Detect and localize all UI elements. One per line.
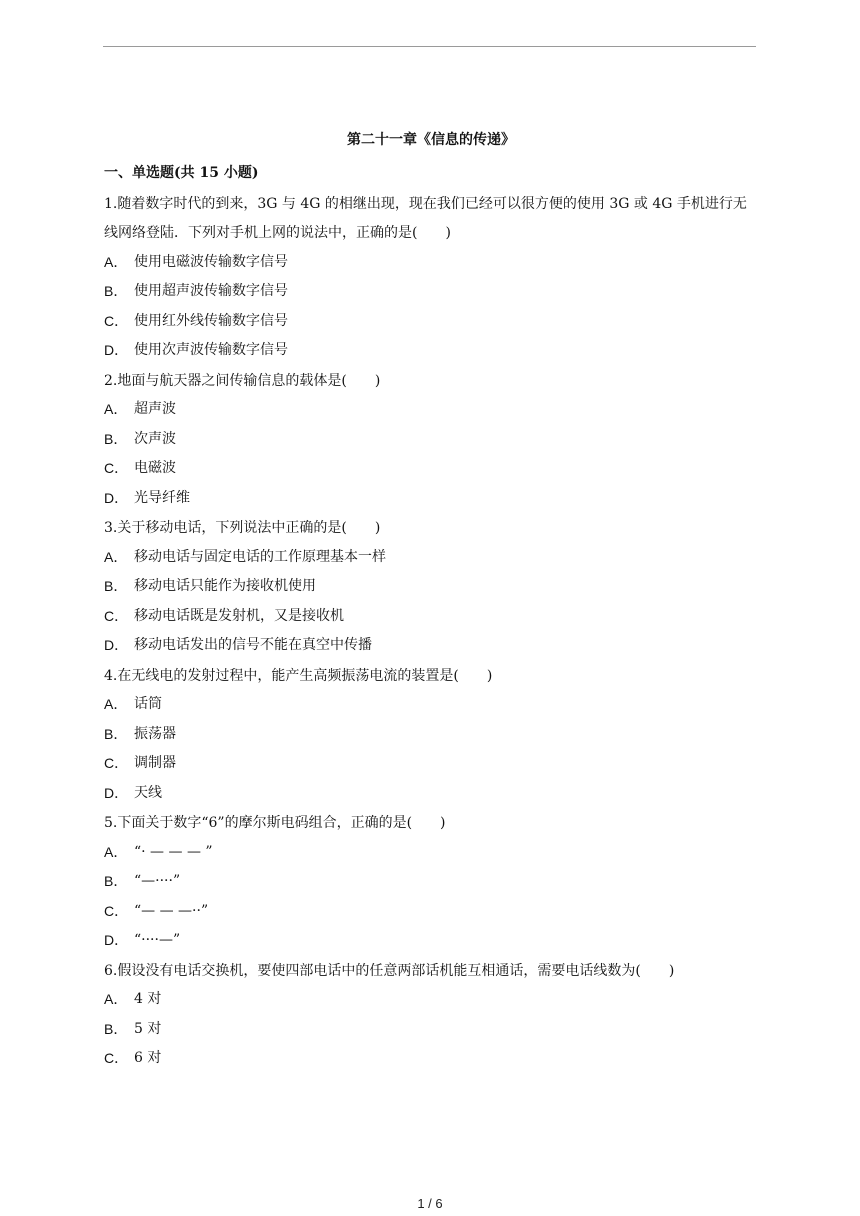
answer-option xyxy=(104,839,758,865)
option-letter: B． xyxy=(104,725,128,742)
option-letter: A． xyxy=(104,991,128,1007)
option-letter: C． xyxy=(104,607,129,624)
answer-option xyxy=(104,780,758,806)
answer-option xyxy=(104,396,758,422)
option-text: “—····” xyxy=(134,873,181,889)
answer-option xyxy=(104,603,758,629)
question-stem: 6.假设没有电话交换机，要使四部电话中的任意两部话机能互相通话，需要电话线数为( ) xyxy=(104,962,675,979)
answer-option xyxy=(104,573,758,599)
answer-option xyxy=(104,927,758,953)
option-text: 移动电话与固定电话的工作原理基本一样 xyxy=(134,548,386,565)
answer-option xyxy=(104,691,758,717)
answer-option xyxy=(104,337,758,363)
answer-option xyxy=(104,898,758,924)
option-text: 话筒 xyxy=(134,696,162,712)
option-text: 6 对 xyxy=(134,1050,162,1066)
option-letter: C． xyxy=(104,460,129,476)
option-letter: B． xyxy=(104,873,128,889)
option-letter: C． xyxy=(104,1050,129,1066)
answer-option xyxy=(104,986,758,1012)
answer-option xyxy=(104,721,758,747)
option-text: 振荡器 xyxy=(134,725,176,742)
question-item xyxy=(104,190,758,364)
answer-option xyxy=(104,1045,758,1071)
option-text: 电磁波 xyxy=(134,460,176,476)
answer-option xyxy=(104,426,758,452)
answer-option xyxy=(104,485,758,511)
option-letter: C． xyxy=(104,902,129,919)
question-stem: 3.关于移动电话，下列说法中正确的是( ) xyxy=(104,520,381,536)
answer-option xyxy=(104,750,758,776)
option-letter: D． xyxy=(104,342,129,358)
option-letter: B． xyxy=(104,1020,128,1037)
option-letter: A． xyxy=(104,548,128,565)
option-text: 使用电磁波传输数字信号 xyxy=(134,253,288,270)
option-text: 使用红外线传输数字信号 xyxy=(134,312,288,329)
option-letter: A． xyxy=(104,401,128,417)
question-item xyxy=(104,957,758,1072)
answer-option xyxy=(104,249,758,275)
option-letter: D． xyxy=(104,637,129,653)
option-text: 移动电话发出的信号不能在真空中传播 xyxy=(134,637,372,653)
option-text: “— — —··” xyxy=(134,902,209,919)
option-text: 次声波 xyxy=(134,430,176,447)
option-letter: A． xyxy=(104,843,128,860)
option-text: “· — — — ” xyxy=(134,843,213,860)
option-letter: B． xyxy=(104,283,128,299)
header-rule xyxy=(103,46,756,47)
option-letter: B． xyxy=(104,578,128,594)
question-stem: 2.地面与航天器之间传输信息的载体是( ) xyxy=(104,372,381,389)
option-letter: B． xyxy=(104,430,128,447)
option-text: 移动电话只能作为接收机使用 xyxy=(134,578,316,594)
option-text: 使用次声波传输数字信号 xyxy=(134,342,288,358)
page-title: 第二十一章《信息的传递》 xyxy=(347,132,515,148)
option-text: 5 对 xyxy=(134,1020,162,1037)
question-list xyxy=(104,190,758,1072)
option-letter: D． xyxy=(104,489,129,506)
option-text: 光导纤维 xyxy=(134,489,190,506)
answer-option xyxy=(104,278,758,304)
question-stem: 5.下面关于数字“6”的摩尔斯电码组合，正确的是( ) xyxy=(104,815,446,831)
page-number: 1 / 6 xyxy=(417,1196,443,1211)
question-stem: 1.随着数字时代的到来，3G 与 4G 的相继出现，现在我们已经可以很方便的使用 3G 或 4G 手机进行无线网络登陆．下列对手机上网的说法中，正确的是( ) xyxy=(104,195,747,241)
option-letter: D． xyxy=(104,784,129,801)
answer-option xyxy=(104,632,758,658)
option-letter: A． xyxy=(104,696,128,712)
option-text: 移动电话既是发射机，又是接收机 xyxy=(134,607,344,624)
option-letter: A． xyxy=(104,253,128,270)
option-letter: C． xyxy=(104,755,129,771)
question-item xyxy=(104,367,758,511)
option-letter: D． xyxy=(104,932,129,948)
answer-option xyxy=(104,1016,758,1042)
question-item xyxy=(104,662,758,806)
option-text: 使用超声波传输数字信号 xyxy=(134,283,288,299)
option-text: 调制器 xyxy=(134,755,176,771)
answer-option xyxy=(104,308,758,334)
option-letter: C． xyxy=(104,312,129,329)
question-item xyxy=(104,809,758,953)
answer-option xyxy=(104,868,758,894)
option-text: 超声波 xyxy=(134,401,176,417)
answer-option xyxy=(104,544,758,570)
question-item xyxy=(104,514,758,658)
answer-option xyxy=(104,455,758,481)
option-text: 4 对 xyxy=(134,991,162,1007)
section-heading: 一、单选题(共 15 小题) xyxy=(104,165,259,181)
question-stem: 4.在无线电的发射过程中，能产生高频振荡电流的装置是( ) xyxy=(104,667,493,684)
option-text: “····—” xyxy=(134,932,181,948)
document-body xyxy=(104,127,758,1075)
option-text: 天线 xyxy=(134,784,162,801)
